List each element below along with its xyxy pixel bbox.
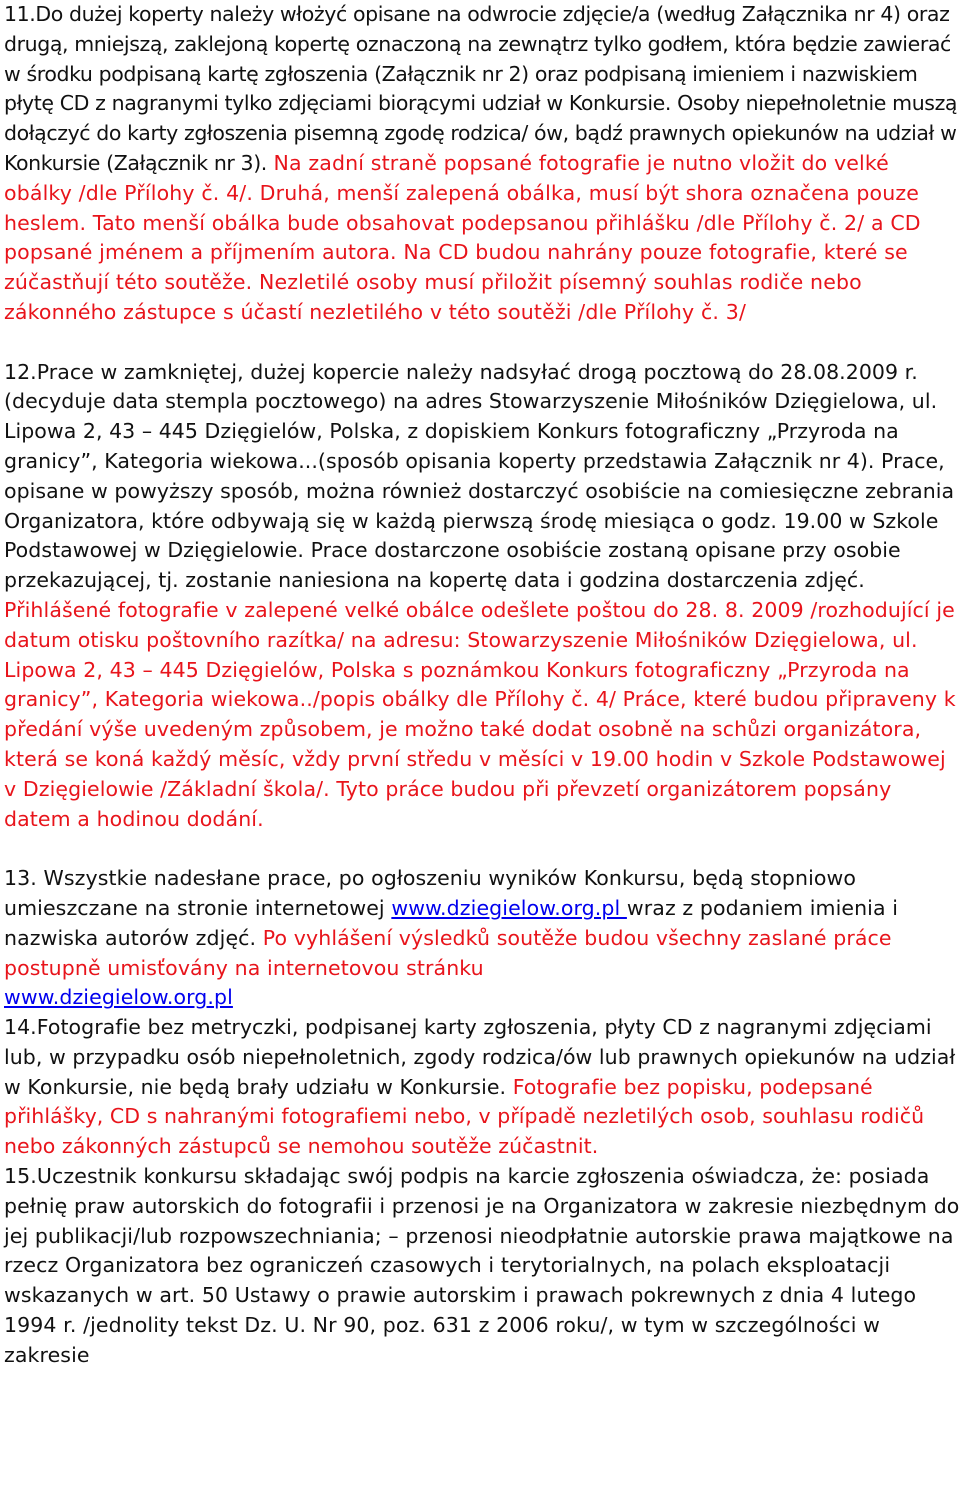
paragraph-12 <box>4 358 960 835</box>
paragraph-14 <box>4 1013 960 1162</box>
paragraph-11-czech: Na zadní straně popsané fotografie je nutno vložit do velké obálky /dle Přílohy č. 4/. Druhá, menší zalepená obálka, musí být shora označena pouze heslem. Tato menší obálka bude obsahovat podepsanou přihlášku /dle Přílohy č. 2/ a CD popsané jménem a příjmením autora. Na CD budou nahrány pouze fotografie, které se zúčastňují této soutěže. Nezletilé osoby musí přiložit písemný souhlas rodiče nebo zákonného zástupce s účastí nezletilého v této soutěži /dle Přílohy č. 3/ <box>4 150 921 324</box>
website-link-czech[interactable]: www.dziegielow.org.pl <box>4 985 233 1010</box>
paragraph-12-polish: 12.Prace w zamkniętej, dużej kopercie należy nadsyłać drogą pocztową do 28.08.2009 r. (decyduje data stempla pocztowego) na adres Stowarzyszenie Miłośników Dzięgielowa, ul. Lipowa 2, 43 – 445 Dzięgielów, Polska, z dopiskiem Konkurs fotograficzny „Przyroda na granicy”, Kategoria wiekowa...(sposób opisania koperty przedstawia Załącznik nr 4). Prace, opisane w powyższy sposób, można również dostarczyć osobiście na comiesięczne zebrania Organizatora, które odbywają się w każdą pierwszą środę miesiąca o godz. 19.00 w Szkole Podstawowej w Dzięgielowie. Prace dostarczone osobiście zostaną opisane przy osobie przekazującej, tj. zostanie naniesiona na kopertę data i godzina dostarczenia zdjęć. <box>4 359 955 593</box>
paragraph-14-polish: 14.Fotografie bez metryczki, podpisanej karty zgłoszenia, płyty CD z nagranymi zdjęciami lub, w przypadku osób niepełnoletnich, zgody rodzica/ów lub prawnych opiekunów na udział w Konkursie, nie będą brały udziału w Konkursie. <box>4 1015 956 1099</box>
paragraph-13-polish-after-link: wraz z podaniem imienia i nazwiska autorów zdjęć. <box>4 895 899 950</box>
website-link[interactable]: www.dziegielow.org.pl <box>391 895 627 920</box>
paragraph-15 <box>4 1162 960 1371</box>
paragraph-11 <box>4 0 960 328</box>
paragraph-gap <box>4 834 960 864</box>
paragraph-13 <box>4 864 960 1013</box>
paragraph-gap <box>4 328 960 358</box>
paragraph-11-polish: 11.Do dużej koperty należy włożyć opisane na odwrocie zdjęcie/a (według Załącznika nr 4) oraz drugą, mniejszą, zaklejoną kopertę oznaczoną na zewnątrz tylko godłem, która będzie zawierać w środku podpisaną kartę zgłoszenia (Załącznik nr 2) oraz podpisaną imieniem i nazwiskiem płytę CD z nagranymi tylko zdjęciami biorącymi udział w Konkursie. Osoby niepełnoletnie muszą dołączyć do karty zgłoszenia pisemną zgodę rodzica/ ów, bądź prawnych opiekunów na udział w Konkursie (Załącznik nr 3). <box>4 2 958 175</box>
paragraph-15-polish: 15.Uczestnik konkursu składając swój podpis na karcie zgłoszenia oświadcza, że: posiada pełnię praw autorskich do fotografii i przenosi je na Organizatora w zakresie niezbędnym do jej publikacji/lub rozpowszechniania; – przenosi nieodpłatnie autorskie prawa majątkowe na rzecz Organizatora bez ograniczeń czasowych i terytorialnych, na polach eksploatacji wskazanych w art. 50 Ustawy o prawie autorskim i prawach pokrewnych z dnia 4 lutego 1994 r. /jednolity tekst Dz. U. Nr 90, poz. 631 z 2006 roku/, w tym w szczególności w zakresie <box>4 1164 960 1367</box>
paragraph-14-czech: Fotografie bez popisku, podepsané přihlášky, CD s nahranými fotografiemi nebo, v případě nezletilých osob, souhlasu rodičů nebo zákonných zástupců se nemohou soutěže zúčastnit. <box>4 1074 925 1159</box>
paragraph-12-czech: Přihlášené fotografie v zalepené velké obálce odešlete poštou do 28. 8. 2009 /rozhodující je datum otisku poštovního razítka/ na adresu: Stowarzyszenie Miłośników Dzięgielowa, ul. Lipowa 2, 43 – 445 Dzięgielów, Polska s poznámkou Konkurs fotograficzny „Przyroda na granicy”, Kategoria wiekowa../popis obálky dle Přílohy č. 4/ Práce, které budou připraveny k předání výše uvedeným způsobem, je možno také dodat osobně na schůzi organizátora, která se koná každý měsíc, vždy první středu v měsíci v 19.00 hodin v Szkole Podstawowej v Dzięgielowie /Základní škola/. Tyto práce budou při převzetí organizátorem popsány datem a hodinou dodání. <box>4 597 956 831</box>
paragraph-13-czech: Po vyhlášení výsledků soutěže budou všechny zaslané práce postupně umisťovány na internetovou stránku <box>4 925 892 980</box>
paragraph-13-polish-before-link: 13. Wszystkie nadesłane prace, po ogłoszeniu wyników Konkursu, będą stopniowo umieszczane na stronie internetowej <box>4 866 857 920</box>
